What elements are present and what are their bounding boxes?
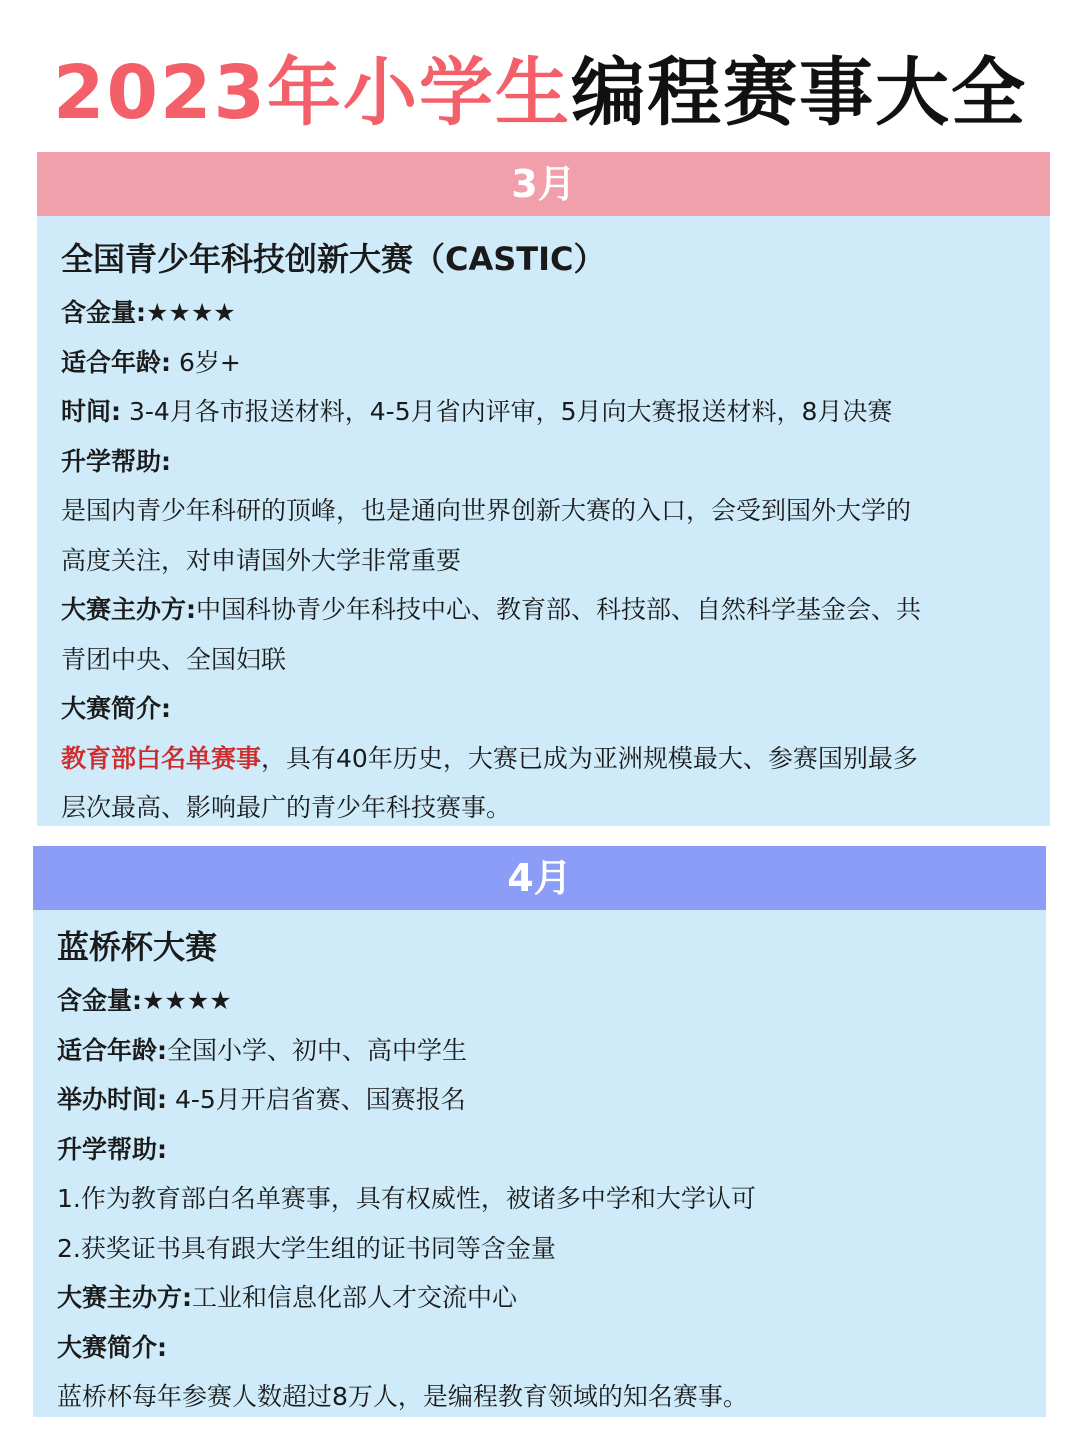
page-title-rest: 编程赛事大全	[570, 50, 1027, 136]
host-row	[57, 1273, 1026, 1323]
help-text-line: 1.作为教育部白名单赛事，具有权威性，被诸多中学和大学认可	[57, 1184, 756, 1213]
age-label: 适合年龄:	[61, 347, 171, 377]
value-row	[61, 288, 1030, 338]
competition-name: 蓝桥杯大赛	[57, 928, 218, 966]
help-label: 升学帮助:	[61, 446, 171, 476]
time-row	[61, 387, 1030, 437]
help-text-line: 高度关注，对申请国外大学非常重要	[61, 545, 462, 575]
page-title-highlight: 2023年小学生	[53, 50, 571, 136]
month-header: 4月	[33, 846, 1046, 910]
competition-card	[61, 234, 1030, 833]
age-row	[61, 338, 1030, 388]
value-row	[57, 976, 1026, 1026]
time-label: 举办时间:	[57, 1085, 167, 1114]
host-value: 工业和信息化部人才交流中心	[192, 1283, 518, 1312]
host-value: 中国科协青少年科技中心、教育部、科技部、自然科学基金会、共	[196, 595, 922, 624]
competition-name: 全国青少年科技创新大赛（CASTIC）	[61, 240, 606, 278]
intro-highlight: 教育部白名单赛事	[61, 743, 262, 773]
help-text-line: 2.获奖证书具有跟大学生组的证书同等含金量	[57, 1233, 556, 1263]
intro-text: ，具有40年历史，大赛已成为亚洲规模最大、参赛国别最多	[261, 743, 918, 773]
section-april	[33, 846, 1046, 1417]
age-label: 适合年龄:	[57, 1035, 167, 1065]
age-value: 全国小学、初中、高中学生	[167, 1035, 468, 1065]
host-value-continued: 青团中央、全国妇联	[61, 644, 287, 674]
page-title	[0, 38, 1080, 148]
help-label: 升学帮助:	[57, 1134, 167, 1164]
rating-stars: ★★★★	[146, 298, 236, 327]
age-value: 6岁+	[171, 347, 241, 377]
time-row	[57, 1075, 1026, 1125]
value-label: 含金量:	[57, 986, 142, 1015]
help-text-line: 是国内青少年科研的顶峰，也是通向世界创新大赛的入口，会受到国外大学的	[61, 496, 912, 525]
host-label: 大赛主办方:	[57, 1283, 192, 1312]
intro-text-continued: 层次最高、影响最广的青少年科技赛事。	[61, 793, 512, 822]
time-value: 4-5月开启省赛、国赛报名	[167, 1085, 466, 1114]
rating-stars: ★★★★	[142, 986, 232, 1015]
intro-label: 大赛简介:	[61, 694, 171, 723]
time-label: 时间:	[61, 397, 121, 426]
value-label: 含金量:	[61, 298, 146, 327]
time-value: 3-4月各市报送材料，4-5月省内评审，5月向大赛报送材料，8月决赛	[121, 397, 893, 426]
intro-row	[61, 734, 1030, 784]
month-header: 3月	[37, 152, 1050, 216]
age-row	[57, 1026, 1026, 1076]
host-label: 大赛主办方:	[61, 595, 196, 624]
intro-text: 蓝桥杯每年参赛人数超过8万人，是编程教育领域的知名赛事。	[57, 1382, 748, 1411]
host-row	[61, 585, 1030, 635]
competition-card	[57, 922, 1026, 1422]
section-march	[37, 152, 1050, 826]
intro-label: 大赛简介:	[57, 1332, 167, 1362]
